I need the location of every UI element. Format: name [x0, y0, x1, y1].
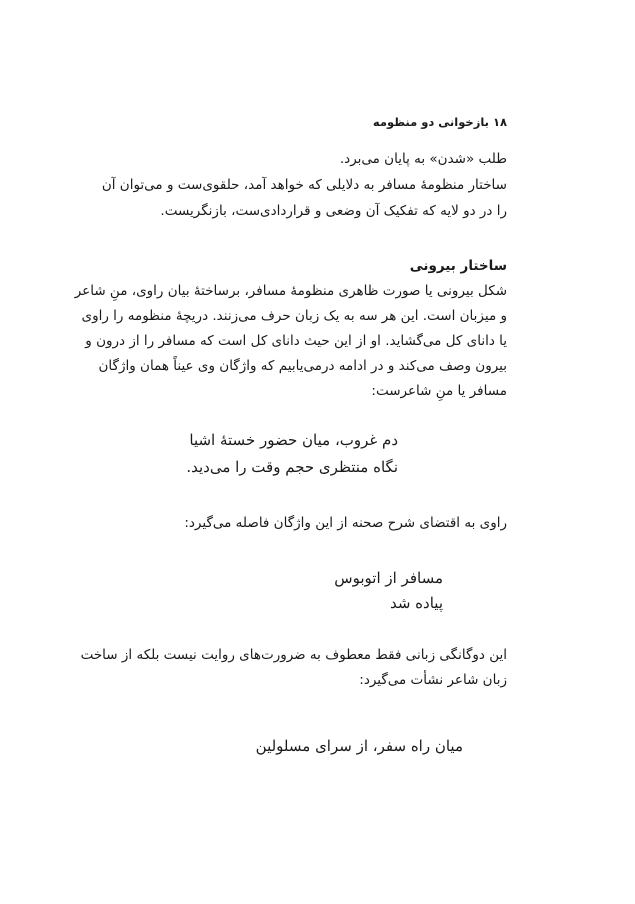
paragraph-line: یا دانای کل می‌گشاید. او از این حیث دانای کل است که مسافر را از درون و: [85, 333, 507, 349]
paragraph-line: شکل بیرونی یا صورت ظاهری منظومهٔ مسافر، برساختهٔ بیان راوی، منِ شاعر: [74, 283, 507, 299]
paragraph-line: طلب «شدن» به پایان می‌برد.: [339, 151, 507, 167]
page-header: ۱۸ بازخوانی دو منظومه: [372, 115, 507, 129]
paragraph-line: بیرون وصف می‌کند و در ادامه درمی‌یابیم که واژگان وی عیناً همان واژگان: [98, 358, 507, 374]
paragraph-line: مسافر یا منِ شاعرست:: [371, 383, 507, 399]
verse-line: میان راه سفر، از سرای مسلولین: [255, 737, 463, 755]
verse-line: پیاده شد: [389, 594, 443, 612]
paragraph-line: ساختار منظومهٔ مسافر به دلایلی که خواهد آمد، حلقوی‌ست و می‌توان آن: [101, 177, 507, 193]
paragraph-line: زبان شاعر نشأت می‌گیرد:: [359, 672, 507, 688]
verse-line: مسافر از اتوبوس: [334, 569, 443, 587]
section-heading: ساختار بیرونی: [409, 258, 507, 274]
paragraph-line: را در دو لایه که تفکیک آن وضعی و قراردادی‌ست، بازنگریست.: [160, 203, 507, 219]
paragraph-line: این دوگانگی زبانی فقط معطوف به ضرورت‌های روایت نیست بلکه از ساخت: [80, 647, 507, 663]
verse-line: دم غروب، میان حضور خستهٔ اشیا: [189, 431, 398, 449]
paragraph-line: راوی به اقتضای شرح صحنه از این واژگان فاصله می‌گیرد:: [184, 515, 507, 531]
paragraph-line: و میزبان است. این هر سه به یک زبان حرف می‌زنند. دریچهٔ منظومه را راوی: [81, 308, 507, 324]
verse-line: نگاه منتظری حجم وقت را می‌دید.: [186, 458, 398, 476]
